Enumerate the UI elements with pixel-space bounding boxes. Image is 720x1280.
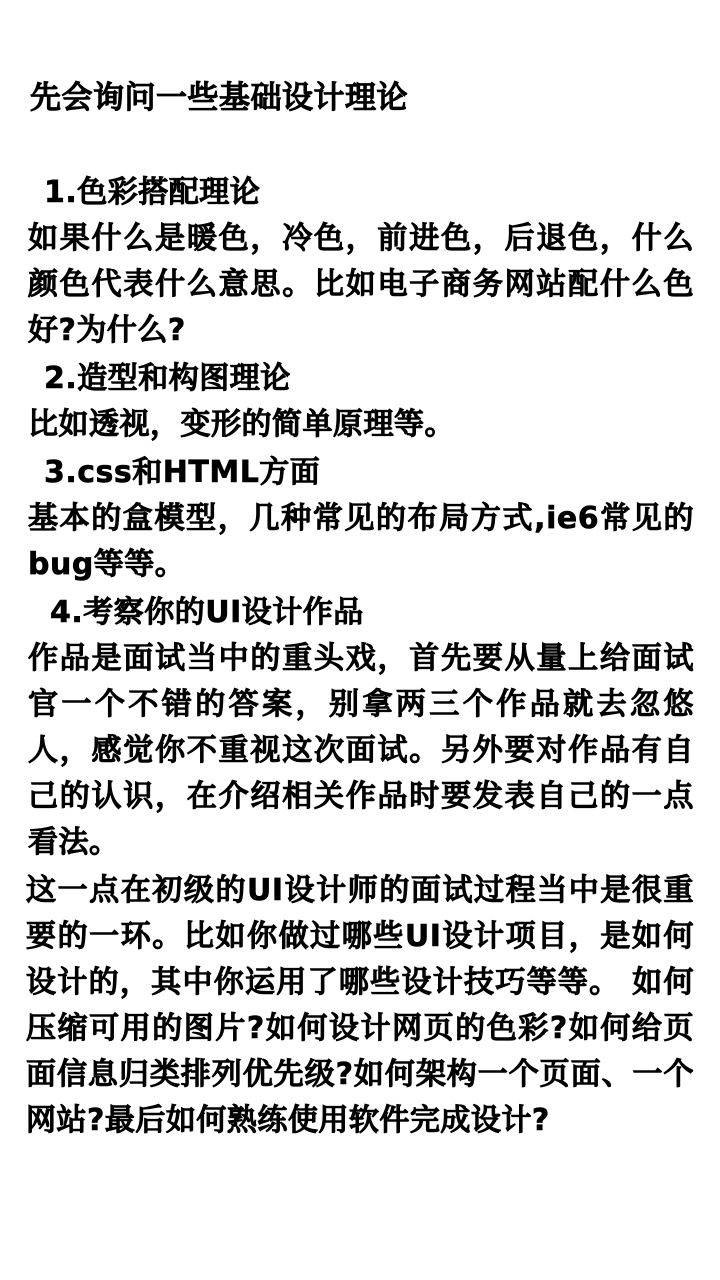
section-2	[26, 356, 694, 448]
section-heading: 3.css和HTML方面	[44, 455, 321, 490]
page-title: 先会询问一些基础设计理论	[30, 80, 408, 116]
section-body: 作品是面试当中的重头戏，首先要从量上给面试官一个不错的答案，别拿两三个作品就去忽悠人，感觉你不重视这次面试。另外要对作品有自己的认识，在介绍相关作品时要发表自己的一点看法。	[28, 641, 694, 860]
section-body: 如果什么是暖色，冷色，前进色，后退色，什么颜色代表什么意思。比如电子商务网站配什么色好?为什么?	[28, 221, 694, 348]
section-1	[26, 170, 694, 354]
section-4	[26, 590, 694, 866]
section-3	[26, 450, 694, 588]
section-body: 基本的盒模型，几种常见的布局方式,ie6常见的bug等等。	[28, 501, 694, 582]
section-body: 比如透视，变形的简单原理等。	[28, 407, 455, 442]
section-heading: 1.色彩搭配理论	[44, 175, 261, 210]
section-heading: 2.造型和构图理论	[44, 361, 291, 396]
closing-paragraph: 这一点在初级的UI设计师的面试过程当中是很重要的一环。比如你做过哪些UI设计项目，是如何设计的，其中你运用了哪些设计技巧等等。 如何压缩可用的图片?如何设计网页的色彩?如何给页面信息归类排列优先级?如何架构一个页面、一个网站?最后如何熟练使用软件完成设计?	[26, 873, 694, 1138]
section-heading: 4.考察你的UI设计作品	[50, 595, 364, 630]
